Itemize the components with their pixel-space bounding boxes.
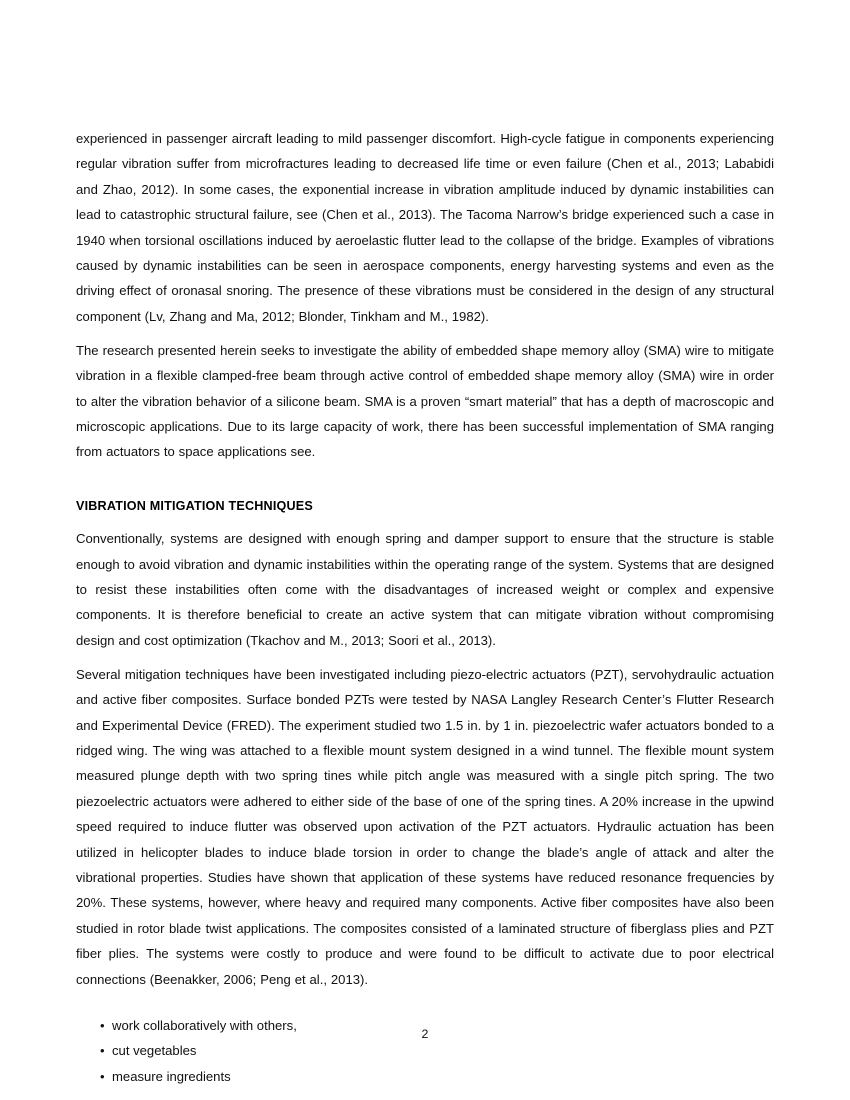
paragraph-conventional-design: Conventionally, systems are designed with enough spring and damper support to ensure that the structure is stable enough to avoid vibration and dynamic instabilities within the operating range of the system. Systems that are designed to resist these instabilities often come with the disadvantages of increased weight or complex and expensive components. It is therefore beneficial to create an active system that can mitigate vibration without compromising design and cost optimization (Tkachov and M., 2013; Soori et al., 2013). bbox=[76, 531, 774, 648]
bullet-icon: • bbox=[100, 1043, 105, 1059]
list-item-label: measure ingredients bbox=[112, 1068, 231, 1084]
paragraph-research-scope: The research presented herein seeks to investigate the ability of embedded shape memory alloy (SMA) wire to mitigate vibration in a flexible clamped-free beam through active control of embedded shape memory alloy (SMA) wire in order to alter the vibration behavior of a silicone beam. SMA is a proven “smart material” that has a depth of macroscopic and microscopic applications. Due to its large capacity of work, there has been successful implementation of SMA ranging from actuators to space applications see. bbox=[76, 342, 774, 460]
bullet-list bbox=[76, 1013, 774, 1089]
list-item-label: work collaboratively with others, bbox=[112, 1018, 297, 1033]
bullet-icon: • bbox=[100, 1018, 105, 1033]
list-item bbox=[76, 1064, 774, 1089]
page-content bbox=[76, 126, 774, 1089]
paragraph-mitigation-techniques: Several mitigation techniques have been investigated including piezo-electric actuators (PZT), servohydraulic actuation and active fiber composites. Surface bonded PZTs were tested by NASA Langley Research Center’s Flutter Research and Experimental Device (FRED). The experiment studied two 1.5 in. by 1 in. piezoelectric wafer actuators bonded to a ridged wing. The wing was attached to a flexible mount system designed in a wind tunnel. The flexible mount system measured plunge depth with two spring tines while pitch angle was measured with a single pitch spring. The two piezoelectric actuators were adhered to either side of the base of one of the spring tines. A 20% increase in the upwind speed required to induce flutter was observed upon activation of the PZT actuators. Hydraulic actuation has been utilized in helicopter blades to induce blade torsion in order to change the blade’s angle of attack and alter the vibrational properties. Studies have shown that application of these systems have reduced resonance frequencies by 20%. These systems, however, where heavy and required many components. Active fiber composites have also been studied in rotor blade twist applications. The composites consisted of a laminated structure of fiberglass plies and PZT fiber plies. The systems were costly to produce and were found to be difficult to activate due to poor electrical connections (Beenakker, 2006; Peng et al., 2013). bbox=[76, 666, 774, 987]
page-number: 2 bbox=[421, 1027, 429, 1041]
section-heading-vibration-mitigation-techniques: VIBRATION MITIGATION TECHNIQUES bbox=[76, 498, 313, 513]
bullet-icon: • bbox=[100, 1068, 105, 1084]
list-item bbox=[76, 1038, 774, 1063]
paragraph-intro-continued: experienced in passenger aircraft leading to mild passenger discomfort. High-cycle fatigue in components experiencing regular vibration suffer from microfractures leading to decreased life time or even failure (Chen et al., 2013; Lababidi and Zhao, 2012). In some cases, the exponential increase in vibration amplitude induced by dynamic instabilities can lead to catastrophic structural failure, see (Chen et al., 2013). The Tacoma Narrow’s bridge experienced such a case in 1940 when torsional oscillations induced by aeroelastic flutter lead to the collapse of the bridge. Examples of vibrations caused by dynamic instabilities can be seen in aerospace components, energy harvesting systems and even as the driving effect of oronasal snoring. The presence of these vibrations must be considered in the design of any structural component (Lv, Zhang and Ma, 2012; Blonder, Tinkham and M., 1982). bbox=[76, 131, 774, 324]
list-item-label: cut vegetables bbox=[112, 1043, 197, 1059]
